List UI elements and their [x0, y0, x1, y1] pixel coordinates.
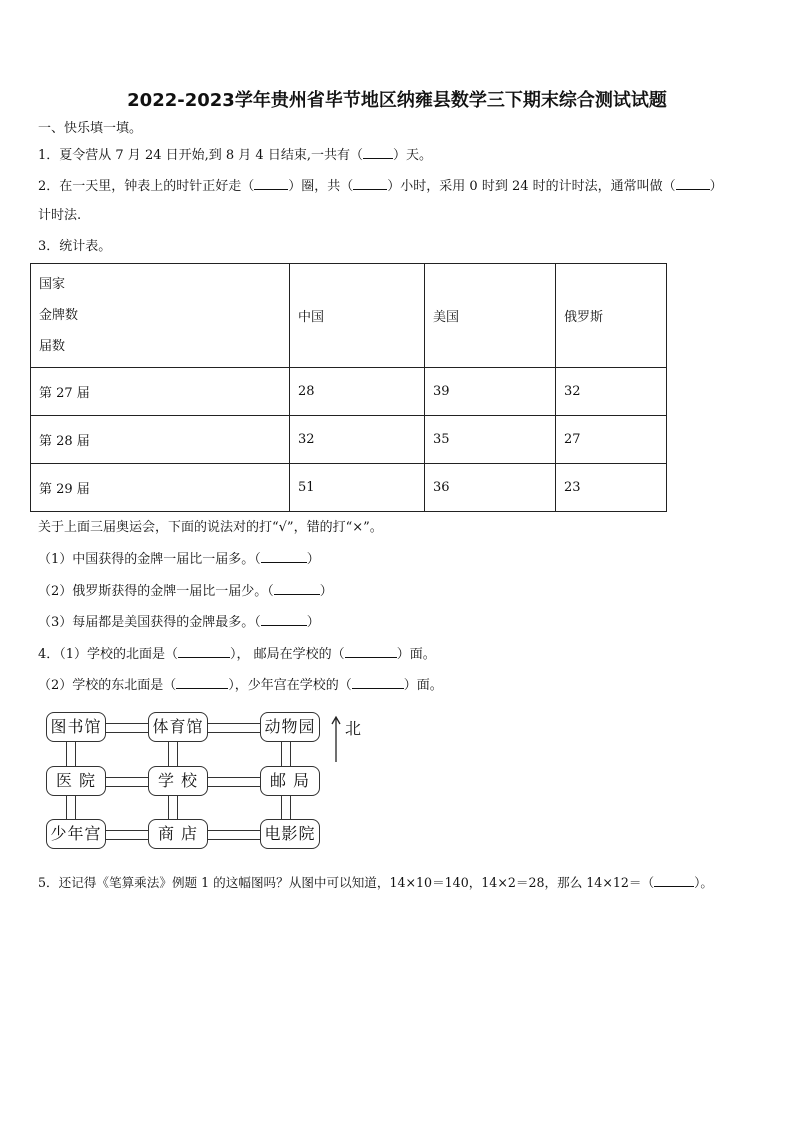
page-title: 2022-2023学年贵州省毕节地区纳雍县数学三下期末综合测试试题: [127, 90, 667, 111]
q3-statement-3: [38, 613, 320, 632]
q4-l1-c: ）面。: [396, 647, 436, 662]
place-youth-palace: 少年宫: [46, 819, 106, 849]
q1-text-end: ）天。: [392, 148, 432, 163]
q3-s3-text: （3）每届都是美国获得的金牌最多。（: [38, 615, 261, 630]
road: [208, 830, 260, 840]
corner-label-country: 国家: [39, 277, 66, 292]
corner-label-medals: 金牌数: [39, 308, 79, 323]
road: [208, 723, 260, 733]
table-row: [31, 416, 667, 464]
q2-blank-1[interactable]: [254, 177, 288, 190]
q4-l2-blank-1[interactable]: [176, 676, 228, 689]
table-cell: 23: [556, 464, 667, 512]
table-row: [31, 464, 667, 512]
place-library: 图书馆: [46, 712, 106, 742]
q3-s3-blank[interactable]: [261, 613, 307, 626]
row-label: 第 29 届: [31, 464, 290, 512]
section-heading: 一、快乐填一填。: [38, 121, 143, 136]
table-cell: 27: [556, 416, 667, 464]
q5-answer-blank[interactable]: [654, 874, 694, 887]
q1-text: 1．夏令营从 7 月 24 日开始,到 8 月 4 日结束,一共有（: [38, 148, 363, 163]
q2-blank-3[interactable]: [676, 177, 710, 190]
place-zoo: 动物园: [260, 712, 320, 742]
row-label: 第 27 届: [31, 368, 290, 416]
question-4-line-2: [38, 676, 443, 695]
q4-l2-a: （2）学校的东北面是（: [38, 678, 177, 693]
place-post-office: 邮 局: [260, 766, 320, 796]
table-cell: 39: [425, 368, 556, 416]
table-cell: 36: [425, 464, 556, 512]
q4-l1-a: 4．（1）学校的北面是（: [38, 647, 179, 662]
road: [66, 740, 76, 766]
table-row: [31, 368, 667, 416]
q4-l2-blank-2[interactable]: [352, 676, 404, 689]
table-cell: 28: [290, 368, 425, 416]
q2-text-4: ）: [709, 179, 723, 194]
q2-text-2: ）圈，共（: [288, 179, 354, 194]
road: [168, 794, 178, 820]
road: [106, 723, 148, 733]
q3-s1-close: ）: [306, 552, 320, 567]
q5-text: 5．还记得《笔算乘法》例题 1 的这幅图吗？从图中可以知道，14×10＝140，14×2＝28，那么 14×12＝（: [38, 875, 655, 890]
col-header-russia: 俄罗斯: [556, 264, 667, 368]
q4-l1-blank-1[interactable]: [178, 645, 230, 658]
question-3-label: 3．统计表。: [38, 239, 112, 254]
q2-blank-2[interactable]: [353, 177, 387, 190]
row-label: 第 28 届: [31, 416, 290, 464]
q3-s1-text: （1）中国获得的金牌一届比一届多。（: [38, 552, 261, 567]
q3-statement-1: [38, 550, 320, 569]
place-shop: 商 店: [148, 819, 208, 849]
q4-l2-c: ）面。: [403, 678, 443, 693]
place-gym: 体育馆: [148, 712, 208, 742]
place-cinema: 电影院: [260, 819, 320, 849]
q4-l1-blank-2[interactable]: [345, 645, 397, 658]
table-cell: 32: [290, 416, 425, 464]
road: [66, 794, 76, 820]
q4-l1-b: ）， 邮局在学校的（: [230, 647, 345, 662]
table-header-row: [31, 264, 667, 368]
q1-answer-blank[interactable]: [363, 146, 393, 159]
question-4-line-1: [38, 645, 436, 664]
north-label: 北: [345, 719, 362, 738]
question-1: [38, 146, 432, 165]
road: [281, 740, 291, 766]
road: [281, 794, 291, 820]
question-2: [38, 177, 723, 196]
q3-s3-close: ）: [306, 615, 320, 630]
table-cell: 32: [556, 368, 667, 416]
q2-text-1: 2．在一天里，钟表上的时针正好走（: [38, 179, 255, 194]
q3-s2-close: ）: [319, 584, 333, 599]
q3-statement-2: [38, 582, 333, 601]
table-cell: 51: [290, 464, 425, 512]
table-cell: 35: [425, 416, 556, 464]
q3-prompt: 关于上面三届奥运会，下面的说法对的打“√”，错的打“×”。: [38, 520, 383, 535]
road: [106, 830, 148, 840]
road: [208, 777, 260, 787]
location-map: [40, 708, 370, 858]
q4-l2-b: ），少年宫在学校的（: [228, 678, 352, 693]
q5-text-end: ）。: [694, 875, 713, 890]
place-school: 学 校: [148, 766, 208, 796]
medal-table: [30, 263, 667, 512]
q3-s1-blank[interactable]: [261, 550, 307, 563]
question-2-cont: 计时法.: [38, 208, 82, 223]
table-corner-cell: [31, 264, 290, 368]
q3-s2-blank[interactable]: [274, 582, 320, 595]
corner-label-session: 届数: [39, 339, 66, 354]
place-hospital: 医 院: [46, 766, 106, 796]
q2-text-3: ）小时，采用 0 时到 24 时的计时法，通常叫做（: [387, 179, 676, 194]
question-5: [38, 874, 713, 892]
q3-s2-text: （2）俄罗斯获得的金牌一届比一届少。（: [38, 584, 274, 599]
col-header-usa: 美国: [425, 264, 556, 368]
road: [168, 740, 178, 766]
col-header-china: 中国: [290, 264, 425, 368]
road: [106, 777, 148, 787]
